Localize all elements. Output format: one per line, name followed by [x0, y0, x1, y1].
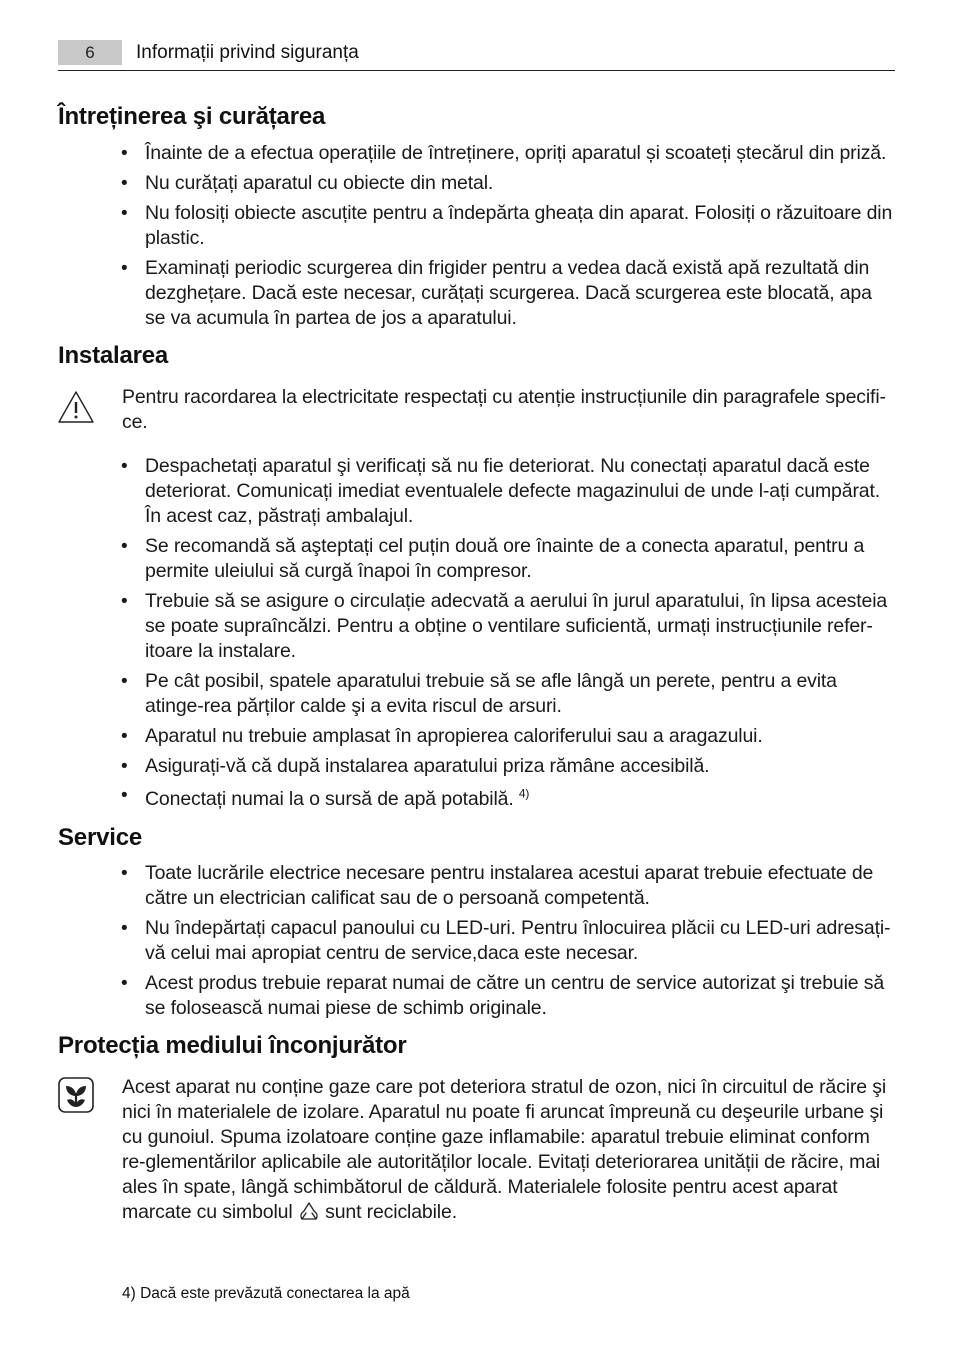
environment-text-end: sunt reciclabile.: [325, 1201, 457, 1223]
section-title-environment: Protecția mediului înconjurător: [58, 1032, 407, 1059]
bullet: •: [121, 726, 128, 747]
list-item: [120, 454, 895, 529]
list-item: [120, 669, 895, 719]
bullet: •: [121, 536, 128, 557]
list-item-text: Pe cât posibil, spatele aparatului trebuie să se afle lângă un perete, pentru a evita atinge-rea părților calde şi a evita riscul de arsuri.: [145, 670, 837, 717]
bullet: •: [121, 591, 128, 612]
list-item: [120, 971, 895, 1021]
bullet: •: [121, 456, 128, 477]
service-list: [120, 861, 895, 1026]
list-item-text: Nu folosiți obiecte ascuțite pentru a îndepărta gheața din aparat. Folosiți o răzuitoare din plastic.: [145, 202, 893, 249]
bullet: •: [121, 258, 128, 279]
bullet: •: [121, 973, 128, 994]
bullet: •: [121, 785, 128, 806]
installation-list: [120, 454, 895, 817]
bullet: •: [121, 863, 128, 884]
list-item: [120, 589, 895, 664]
bullet: •: [121, 143, 128, 164]
list-item: [120, 141, 895, 166]
list-item: [120, 916, 895, 966]
environment-plant-icon: [57, 1076, 95, 1119]
header-title: Informații privind siguranța: [136, 42, 359, 63]
footnote-ref: 4): [518, 786, 530, 801]
section-title-maintenance: Întreținerea şi curățarea: [58, 103, 326, 130]
bullet: •: [121, 203, 128, 224]
list-item-text: Despachetați aparatul şi verificați să nu fie deteriorat. Nu conectați aparatul dacă este deteriorat. Comunicați imediat eventualele defecte magazinului de unde l-ați cumpărat. În acest caz, păstrați ambalajul.: [145, 455, 881, 527]
list-item-text: Acest produs trebuie reparat numai de către un centru de service autorizat şi trebuie să se folosească numai piese de schimb originale.: [145, 972, 885, 1019]
list-item: [120, 787, 895, 812]
list-item-text: Se recomandă să aşteptați cel puțin două ore înainte de a conecta aparatul, pentru a permite uleiului să curgă înapoi în compresor.: [145, 535, 865, 582]
page-header: [58, 40, 895, 71]
bullet: •: [121, 756, 128, 777]
list-item-text: Asigurați-vă că după instalarea aparatului priza rămâne accesibilă.: [145, 755, 710, 777]
footnote: 4) Dacă este prevăzută conectarea la apă: [122, 1285, 410, 1302]
list-item: [120, 724, 895, 749]
list-item-text: Examinați periodic scurgerea din frigider pentru a vedea dacă există apă rezultată din dezghețare. Dacă este necesar, curățați scurgerea. Dacă scurgerea este blocată, apa se va acumula în partea de jos a aparatului.: [145, 257, 872, 329]
list-item: [120, 754, 895, 779]
warning-triangle-icon: [57, 390, 95, 429]
list-item-text: Nu curățați aparatul cu obiecte din metal.: [145, 172, 494, 194]
bullet: •: [121, 173, 128, 194]
list-item: [120, 201, 895, 251]
list-item: [120, 534, 895, 584]
page-number: 6: [58, 40, 122, 65]
environment-text: [122, 1075, 894, 1229]
list-item-text: Nu îndepărtați capacul panoului cu LED-uri. Pentru înlocuirea plăcii cu LED-uri adresați-vă celui mai apropiat centru de service,daca este necesar.: [145, 917, 891, 964]
list-item: [120, 861, 895, 911]
list-item: [120, 256, 895, 331]
list-item-text: Înainte de a efectua operațiile de întreținere, opriți aparatul și scoateți ștecărul din priză.: [145, 142, 887, 164]
list-item-text: Toate lucrările electrice necesare pentru instalarea acestui aparat trebuie efectuate de către un electrician calificat sau de o persoană competentă.: [145, 862, 874, 909]
maintenance-list: [120, 141, 895, 336]
environment-text-main: Acest aparat nu conține gaze care pot deteriora stratul de ozon, nici în circuitul de răcire şi nici în materialele de izolare. Aparatul nu poate fi aruncat împreună cu deşeurile urbane şi cu gunoiul. Spuma izolatoare conține gaze inflamabile: aparatul trebuie eliminat conform re-glementărilor aplicabile ale autorităților locale. Evitați deteriorarea unității de răcire, mai ales în spate, lângă schimbătorul de căldură. Materialele folosite pentru acest aparat marcate cu simbolul: [122, 1076, 886, 1223]
list-item-text: Conectați numai la o sursă de apă potabilă.: [145, 788, 514, 810]
list-item-text: Aparatul nu trebuie amplasat în apropierea caloriferului sau a aragazului.: [145, 725, 763, 747]
list-item: [120, 171, 895, 196]
list-item-text: Trebuie să se asigure o circulație adecvată a aerului în jurul aparatului, în lipsa acesteia se poate supraîncălzi. Pentru a obține o ventilare suficientă, urmați instrucțiunile refer-itoare la instalare.: [145, 590, 888, 662]
recycle-icon: [298, 1200, 320, 1229]
section-title-installation: Instalarea: [58, 342, 169, 369]
bullet: •: [121, 918, 128, 939]
installation-warning-text: Pentru racordarea la electricitate respectați cu atenție instrucțiunile din paragrafele specifi-ce.: [122, 386, 886, 433]
section-title-service: Service: [58, 824, 143, 851]
bullet: •: [121, 671, 128, 692]
